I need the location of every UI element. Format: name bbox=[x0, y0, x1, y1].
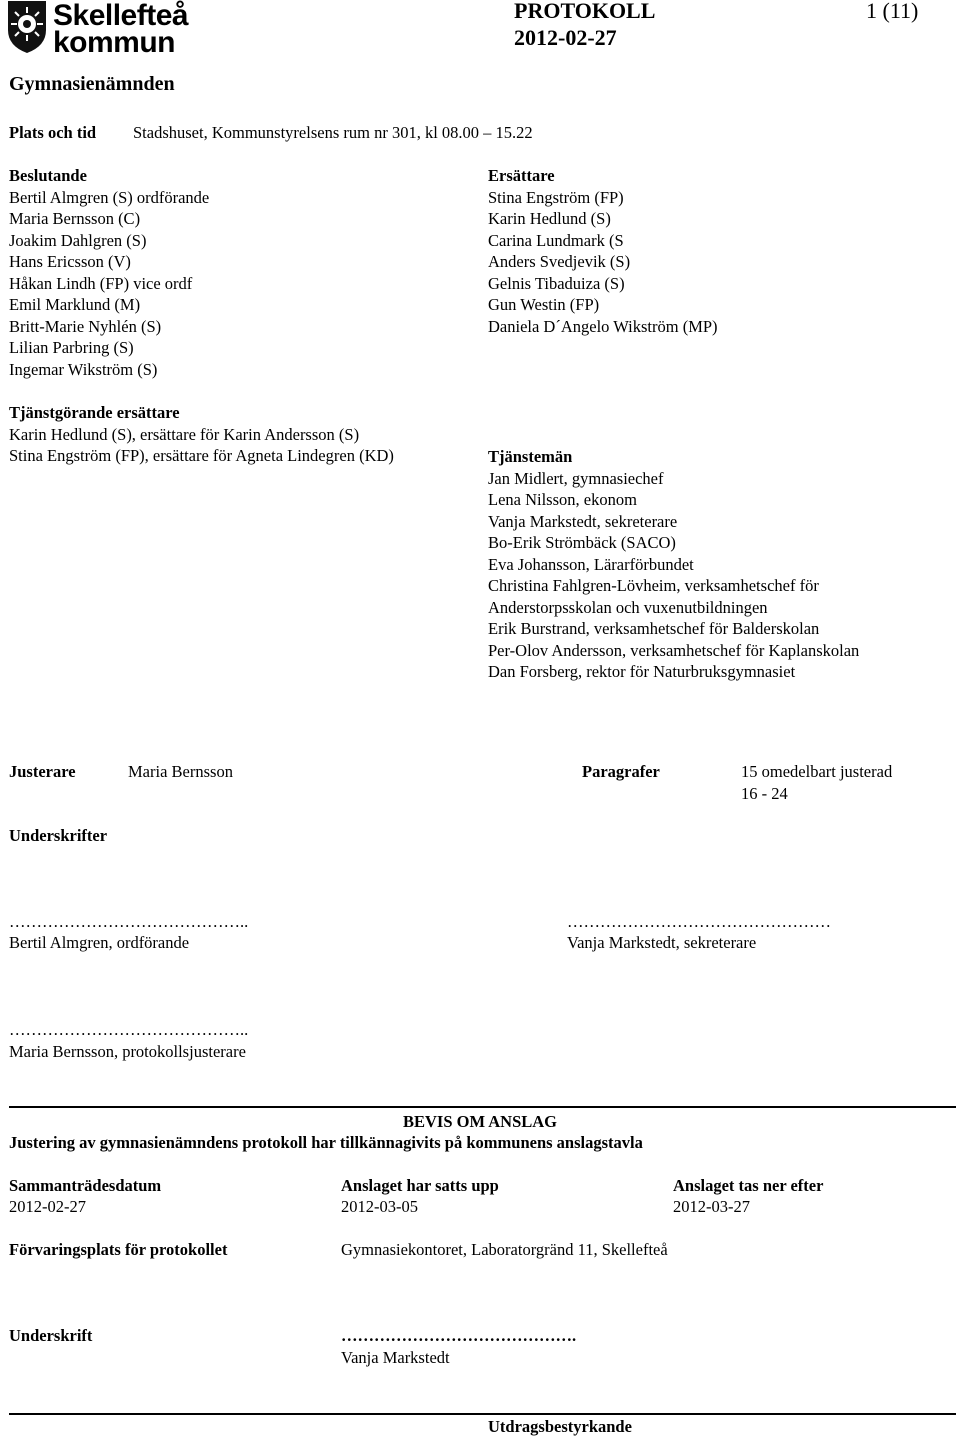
list-item: Karin Hedlund (S) bbox=[488, 209, 611, 228]
document-date: 2012-02-27 bbox=[514, 25, 617, 50]
municipality-logo bbox=[6, 0, 48, 54]
list-item: Lilian Parbring (S) bbox=[9, 338, 134, 357]
signature-name-3: Maria Bernsson, protokollsjusterare bbox=[9, 1042, 246, 1061]
sammantradesdatum-label: Sammanträdesdatum bbox=[9, 1176, 162, 1195]
tjanstgorande-section bbox=[9, 402, 394, 467]
list-item: Stina Engström (FP), ersättare för Agneta Lindegren (KD) bbox=[9, 446, 394, 465]
list-item: Bertil Almgren (S) ordförande bbox=[9, 187, 210, 207]
list-item: Joakim Dahlgren (S) bbox=[9, 230, 147, 250]
list-item: Per-Olov Andersson, verksamhetschef för Kaplanskolan bbox=[488, 640, 860, 660]
list-item: Lena Nilsson, ekonom bbox=[488, 490, 637, 509]
list-item: Håkan Lindh (FP) vice ordf bbox=[9, 273, 193, 293]
underskrifter-heading: Underskrifter bbox=[9, 826, 108, 845]
list-item: Anderstorpsskolan och vuxenutbildningen bbox=[488, 597, 768, 617]
paragrafer-label: Paragrafer bbox=[582, 762, 660, 781]
list-item: Anders Svedjevik (S) bbox=[488, 252, 631, 271]
place-time-label: Plats och tid bbox=[9, 123, 97, 142]
underskrift-label: Underskrift bbox=[9, 1326, 93, 1345]
ersattare-heading: Ersättare bbox=[488, 166, 555, 185]
list-item: Vanja Markstedt, sekreterare bbox=[488, 511, 678, 531]
underskrift-line: ……………………………………. bbox=[341, 1326, 577, 1345]
forvaringsplats-value: Gymnasiekontoret, Laboratorgränd 11, Skellefteå bbox=[341, 1240, 668, 1259]
document-type: PROTOKOLL bbox=[514, 0, 656, 23]
anslag-top-divider bbox=[9, 1106, 956, 1108]
forvaringsplats-label: Förvaringsplats för protokollet bbox=[9, 1240, 228, 1259]
sammantradesdatum-value: 2012-02-27 bbox=[9, 1197, 86, 1216]
list-item: Bo-Erik Strömbäck (SACO) bbox=[488, 533, 676, 552]
board-name: Gymnasienämnden bbox=[9, 73, 175, 95]
page-number: 1 (11) bbox=[866, 0, 919, 23]
list-item: Gun Westin (FP) bbox=[488, 295, 600, 314]
logo-wordmark-line2: kommun bbox=[53, 26, 176, 59]
skelleftea-emblem-icon bbox=[6, 0, 48, 54]
anslag-title: BEVIS OM ANSLAG bbox=[402, 1112, 558, 1131]
tjanstemen-section bbox=[488, 446, 859, 683]
list-item: Ingemar Wikström (S) bbox=[9, 359, 158, 379]
list-item: Hans Ericsson (V) bbox=[9, 252, 131, 271]
anslag-upp-label: Anslaget har satts upp bbox=[341, 1176, 499, 1195]
list-item: Emil Marklund (M) bbox=[9, 295, 141, 314]
tjanstgorande-heading: Tjänstgörande ersättare bbox=[9, 403, 180, 422]
beslutande-section bbox=[9, 165, 209, 380]
anslag-upp-value: 2012-03-05 bbox=[341, 1197, 418, 1216]
footer-divider bbox=[9, 1413, 956, 1415]
list-item: Stina Engström (FP) bbox=[488, 187, 624, 207]
list-item: Maria Bernsson (C) bbox=[9, 209, 141, 228]
signature-line-3: …………………………………….. bbox=[9, 1020, 249, 1039]
logo-wordmark-line1: Skellefteå bbox=[53, 0, 189, 32]
list-item: Daniela D´Angelo Wikström (MP) bbox=[488, 316, 718, 336]
list-item: Carina Lundmark (S bbox=[488, 230, 624, 250]
beslutande-heading: Beslutande bbox=[9, 166, 87, 185]
anslag-subtitle: Justering av gymnasienämndens protokoll har tillkännagivits på kommunens anslagstavla bbox=[9, 1133, 643, 1152]
underskrift-name: Vanja Markstedt bbox=[341, 1348, 450, 1367]
list-item: Gelnis Tibaduiza (S) bbox=[488, 273, 625, 293]
justerare-value: Maria Bernsson bbox=[128, 762, 233, 781]
ersattare-section bbox=[488, 165, 718, 337]
signature-name-1: Bertil Almgren, ordförande bbox=[9, 933, 190, 952]
list-item: Eva Johansson, Lärarförbundet bbox=[488, 554, 694, 574]
place-time-value: Stadshuset, Kommunstyrelsens rum nr 301, kl 08.00 – 15.22 bbox=[133, 123, 533, 142]
paragrafer-line1: 15 omedelbart justerad bbox=[741, 762, 893, 781]
list-item: Britt-Marie Nyhlén (S) bbox=[9, 316, 162, 336]
anslag-ner-label: Anslaget tas ner efter bbox=[673, 1176, 824, 1195]
justerare-label: Justerare bbox=[9, 762, 76, 781]
list-item: Christina Fahlgren-Lövheim, verksamhetschef för bbox=[488, 576, 819, 595]
signature-name-2: Vanja Markstedt, sekreterare bbox=[567, 933, 757, 952]
signature-line-1: …………………………………….. bbox=[9, 912, 249, 931]
list-item: Karin Hedlund (S), ersättare för Karin Andersson (S) bbox=[9, 424, 360, 444]
list-item: Erik Burstrand, verksamhetschef för Balderskolan bbox=[488, 619, 820, 638]
signature-line-2: ………………………………………… bbox=[567, 912, 831, 931]
utdragsbestyrkande-label: Utdragsbestyrkande bbox=[488, 1417, 632, 1436]
list-item: Dan Forsberg, rektor för Naturbruksgymnasiet bbox=[488, 662, 796, 681]
anslag-ner-value: 2012-03-27 bbox=[673, 1197, 750, 1216]
paragrafer-line2: 16 - 24 bbox=[741, 784, 788, 803]
tjanstemen-heading: Tjänstemän bbox=[488, 447, 573, 466]
list-item: Jan Midlert, gymnasiechef bbox=[488, 468, 664, 488]
